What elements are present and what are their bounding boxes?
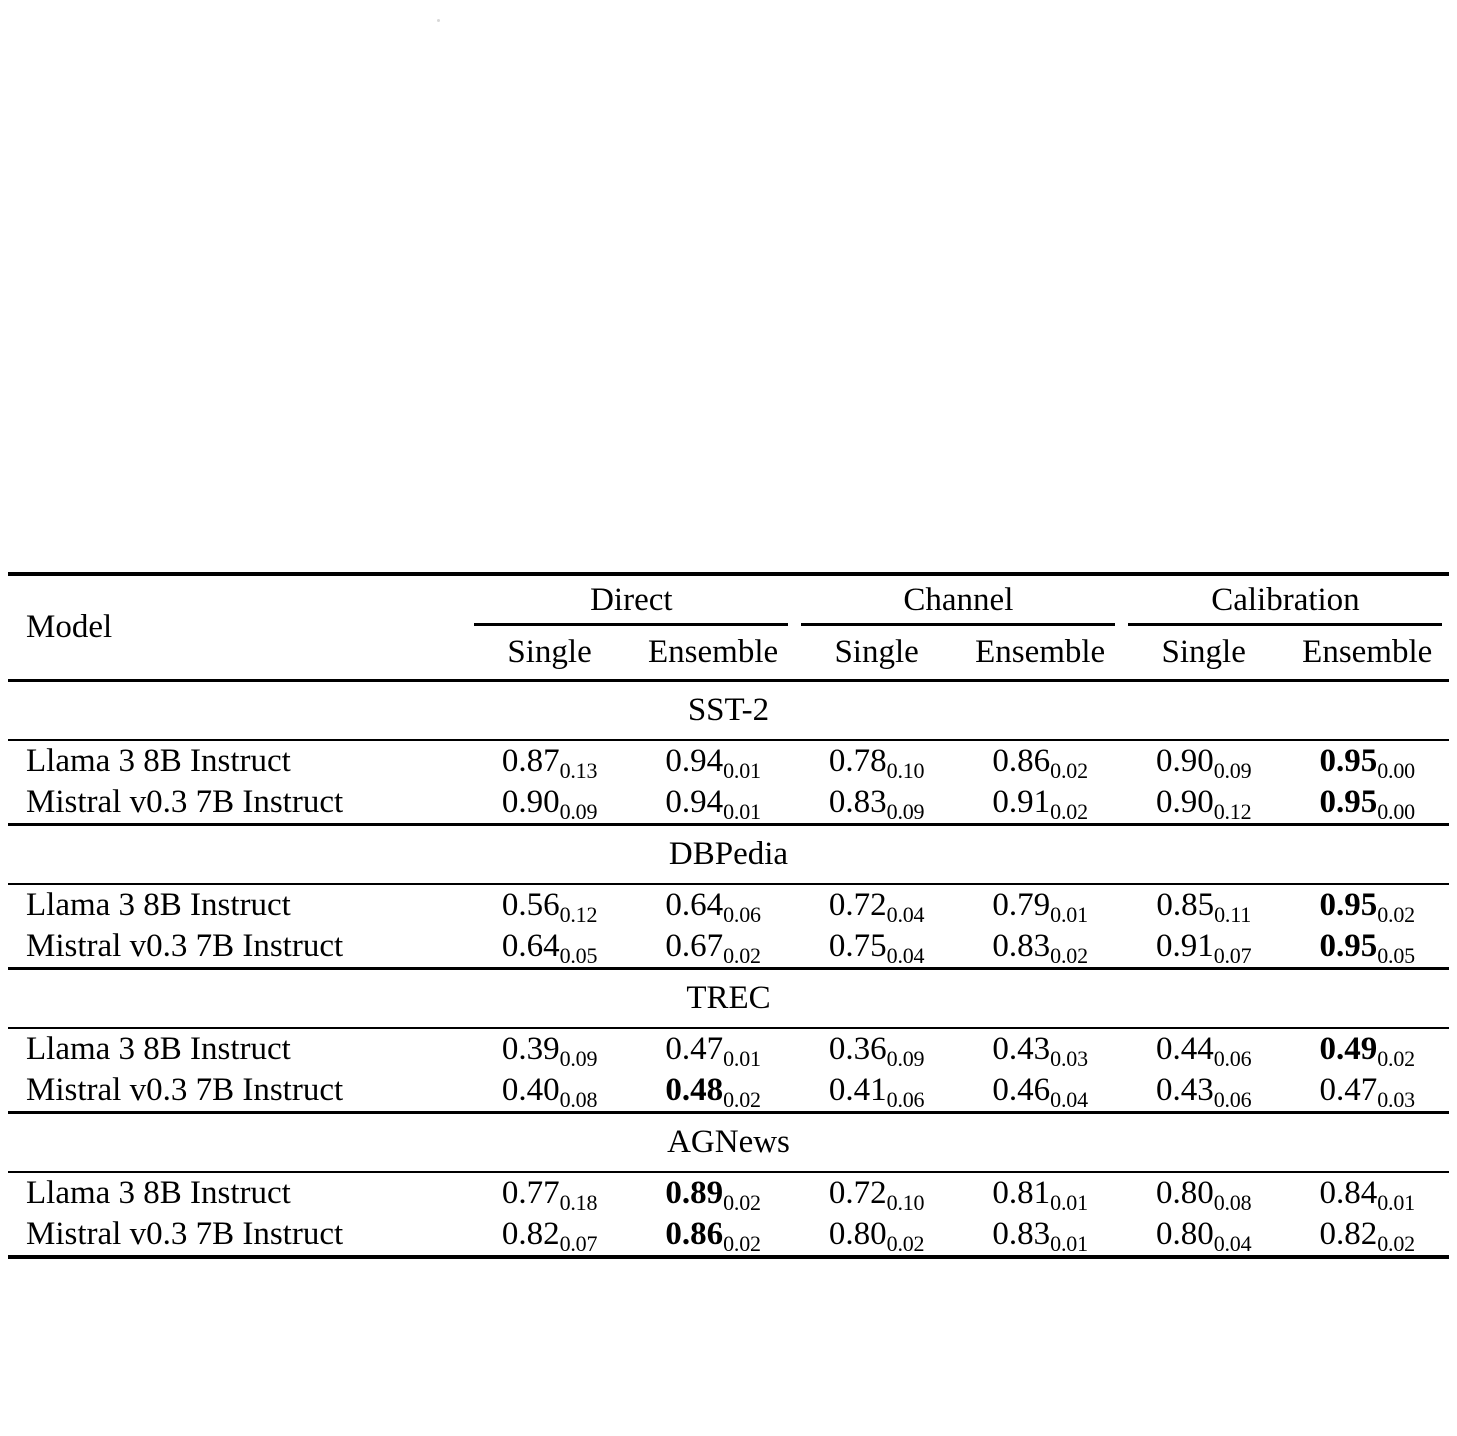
model-name-cell: Mistral v0.3 7B Instruct: [26, 928, 344, 964]
metric-value: 0.56: [501, 887, 560, 923]
table-row: [8, 926, 1449, 969]
metric-value: 0.94: [665, 743, 724, 779]
metric-value: 0.85: [1156, 887, 1215, 923]
column-header-calibration-ensemble: Ensemble: [1302, 634, 1433, 670]
metric-value: 0.49: [1319, 1031, 1378, 1067]
metric-value: 0.72: [828, 1175, 887, 1211]
metric-cell: [631, 782, 795, 825]
results-table-container: [8, 572, 1449, 1259]
metric-cell: [1122, 1029, 1286, 1070]
model-name-cell: Llama 3 8B Instruct: [26, 1175, 291, 1211]
metric-cell: [1122, 1214, 1286, 1257]
metric-value: 0.39: [501, 1031, 560, 1067]
metric-std: 0.02: [723, 943, 761, 968]
model-name-cell: Llama 3 8B Instruct: [26, 743, 291, 779]
section-title-row: [8, 970, 1449, 1028]
results-table: [8, 572, 1449, 1259]
stray-artifact-dot: [437, 19, 440, 22]
metric-std: 0.06: [1213, 1046, 1252, 1071]
metric-std: 0.03: [1377, 1087, 1415, 1112]
table-row: [8, 741, 1449, 782]
group-header-underline: [1128, 623, 1442, 626]
metric-value: 0.44: [1155, 1031, 1214, 1067]
metric-value: 0.91: [992, 784, 1051, 820]
metric-cell: [1285, 926, 1449, 969]
metric-cell: [795, 741, 959, 782]
metric-cell: [468, 782, 632, 825]
metric-std: 0.12: [1213, 799, 1252, 824]
metric-cell: [631, 885, 795, 926]
metric-value: 0.47: [665, 1031, 724, 1067]
metric-std: 0.04: [1213, 1231, 1252, 1256]
metric-std: 0.04: [886, 943, 925, 968]
column-header-channel-ensemble: Ensemble: [975, 634, 1106, 670]
metric-cell: [958, 885, 1122, 926]
metric-std: 0.09: [886, 1046, 925, 1071]
section-title-row: [8, 826, 1449, 884]
group-header-underline: [801, 623, 1115, 626]
metric-cell: [958, 926, 1122, 969]
group-header-label: Calibration: [1211, 582, 1360, 618]
metric-value: 0.90: [501, 784, 560, 820]
metric-std: 0.09: [559, 799, 598, 824]
metric-std: 0.06: [723, 902, 761, 927]
section-title-agnews: AGNews: [667, 1124, 790, 1160]
metric-cell: [1285, 741, 1449, 782]
metric-value: 0.82: [1319, 1216, 1378, 1252]
metric-cell: [468, 1173, 632, 1214]
metric-cell: [1122, 1070, 1286, 1113]
metric-cell: [795, 1173, 959, 1214]
metric-cell: [958, 741, 1122, 782]
metric-std: 0.13: [559, 758, 598, 783]
metric-value: 0.95: [1319, 743, 1378, 779]
metric-value: 0.43: [992, 1031, 1051, 1067]
metric-cell: [1285, 1173, 1449, 1214]
model-name-cell: Mistral v0.3 7B Instruct: [26, 1072, 344, 1108]
metric-std: 0.11: [1214, 902, 1251, 927]
metric-cell: [631, 1070, 795, 1113]
section-title-row: [8, 1114, 1449, 1172]
group-header-label: Direct: [590, 582, 673, 618]
metric-value: 0.94: [665, 784, 724, 820]
section-title-trec: TREC: [686, 980, 771, 1016]
group-header-underline: [474, 623, 788, 626]
metric-cell: [958, 1070, 1122, 1113]
metric-value: 0.90: [1155, 784, 1214, 820]
metric-std: 0.07: [1213, 943, 1252, 968]
column-header-channel-single: Single: [834, 634, 919, 670]
metric-value: 0.91: [1155, 928, 1214, 964]
metric-cell: [958, 1173, 1122, 1214]
metric-value: 0.67: [665, 928, 724, 964]
metric-std: 0.08: [1213, 1190, 1252, 1215]
metric-value: 0.78: [828, 743, 887, 779]
metric-cell: [468, 741, 632, 782]
metric-value: 0.86: [992, 743, 1051, 779]
metric-cell: [1122, 741, 1286, 782]
metric-value: 0.90: [1155, 743, 1214, 779]
metric-cell: [795, 782, 959, 825]
metric-value: 0.36: [828, 1031, 887, 1067]
metric-std: 0.02: [1377, 1231, 1415, 1256]
model-name-cell: Llama 3 8B Instruct: [26, 887, 291, 923]
metric-value: 0.41: [828, 1072, 887, 1108]
metric-value: 0.87: [501, 743, 560, 779]
metric-value: 0.79: [992, 887, 1051, 923]
metric-cell: [468, 1214, 632, 1257]
metric-value: 0.82: [501, 1216, 560, 1252]
metric-std: 0.05: [1377, 943, 1415, 968]
metric-cell: [1122, 885, 1286, 926]
metric-cell: [631, 926, 795, 969]
metric-value: 0.48: [665, 1072, 724, 1108]
metric-value: 0.80: [1155, 1175, 1214, 1211]
table-row: [8, 1173, 1449, 1214]
section-title-row: [8, 682, 1449, 740]
metric-std: 0.18: [559, 1190, 598, 1215]
metric-cell: [468, 1029, 632, 1070]
metric-std: 0.07: [559, 1231, 598, 1256]
metric-value: 0.95: [1319, 928, 1378, 964]
metric-cell: [631, 1173, 795, 1214]
metric-std: 0.02: [886, 1231, 925, 1256]
metric-cell: [631, 1214, 795, 1257]
column-header-direct-ensemble: Ensemble: [648, 634, 779, 670]
table-row: [8, 1214, 1449, 1257]
metric-cell: [1285, 1070, 1449, 1113]
metric-std: 0.02: [1377, 1046, 1415, 1071]
column-group-header-channel: [795, 576, 1122, 630]
metric-std: 0.01: [723, 1046, 761, 1071]
model-name-cell: Llama 3 8B Instruct: [26, 1031, 291, 1067]
metric-std: 0.02: [723, 1190, 761, 1215]
metric-std: 0.03: [1050, 1046, 1088, 1071]
metric-std: 0.08: [559, 1087, 598, 1112]
metric-cell: [1285, 1029, 1449, 1070]
metric-cell: [958, 1214, 1122, 1257]
model-name-cell: Mistral v0.3 7B Instruct: [26, 784, 344, 820]
metric-value: 0.80: [828, 1216, 887, 1252]
metric-cell: [958, 782, 1122, 825]
metric-value: 0.81: [992, 1175, 1051, 1211]
metric-cell: [631, 1029, 795, 1070]
metric-std: 0.04: [886, 902, 925, 927]
metric-cell: [795, 885, 959, 926]
table-row: [8, 1070, 1449, 1113]
metric-std: 0.02: [1050, 758, 1088, 783]
metric-std: 0.06: [1213, 1087, 1252, 1112]
metric-std: 0.09: [559, 1046, 598, 1071]
column-header-calibration-single: Single: [1161, 634, 1246, 670]
metric-std: 0.09: [1213, 758, 1252, 783]
metric-cell: [795, 1070, 959, 1113]
metric-std: 0.02: [1050, 799, 1088, 824]
metric-cell: [468, 926, 632, 969]
metric-std: 0.02: [723, 1231, 761, 1256]
metric-cell: [1285, 782, 1449, 825]
metric-std: 0.10: [886, 1190, 925, 1215]
metric-cell: [795, 1214, 959, 1257]
metric-value: 0.80: [1155, 1216, 1214, 1252]
metric-value: 0.83: [828, 784, 887, 820]
metric-value: 0.95: [1319, 887, 1378, 923]
metric-value: 0.86: [665, 1216, 724, 1252]
table-row: [8, 1029, 1449, 1070]
section-title-dbpedia: DBPedia: [668, 836, 789, 872]
metric-std: 0.01: [723, 799, 761, 824]
model-name-cell: Mistral v0.3 7B Instruct: [26, 1216, 344, 1252]
metric-std: 0.09: [886, 799, 925, 824]
metric-value: 0.64: [665, 887, 724, 923]
table-bottom-rule: [8, 1257, 1449, 1259]
group-header-row: [8, 576, 1449, 630]
horizontal-rule: [8, 1257, 1449, 1259]
metric-value: 0.64: [501, 928, 560, 964]
table-row: [8, 782, 1449, 825]
metric-std: 0.05: [559, 943, 598, 968]
metric-cell: [958, 1029, 1122, 1070]
metric-std: 0.02: [1377, 902, 1415, 927]
metric-std: 0.01: [1050, 1231, 1088, 1256]
metric-cell: [1285, 885, 1449, 926]
metric-cell: [1122, 782, 1286, 825]
metric-cell: [468, 885, 632, 926]
column-header-direct-single: Single: [507, 634, 592, 670]
metric-value: 0.47: [1319, 1072, 1378, 1108]
metric-value: 0.75: [828, 928, 887, 964]
section-title-sst-2: SST-2: [687, 692, 770, 728]
metric-cell: [1122, 926, 1286, 969]
metric-value: 0.83: [992, 928, 1051, 964]
metric-std: 0.10: [886, 758, 925, 783]
group-header-label: Channel: [903, 582, 1014, 618]
metric-cell: [1122, 1173, 1286, 1214]
metric-value: 0.46: [992, 1072, 1051, 1108]
metric-value: 0.83: [992, 1216, 1051, 1252]
metric-std: 0.12: [559, 902, 598, 927]
metric-value: 0.77: [501, 1175, 560, 1211]
column-group-header-calibration: [1122, 576, 1449, 630]
metric-cell: [795, 1029, 959, 1070]
metric-std: 0.02: [1050, 943, 1088, 968]
metric-std: 0.01: [1050, 902, 1088, 927]
results-table-body: [8, 574, 1449, 1259]
metric-cell: [1285, 1214, 1449, 1257]
metric-std: 0.04: [1050, 1087, 1088, 1112]
metric-value: 0.40: [501, 1072, 560, 1108]
metric-cell: [631, 741, 795, 782]
metric-std: 0.01: [1377, 1190, 1415, 1215]
column-header-model: Model: [26, 609, 113, 645]
metric-std: 0.02: [723, 1087, 761, 1112]
metric-std: 0.00: [1377, 758, 1415, 783]
metric-cell: [468, 1070, 632, 1113]
table-row: [8, 885, 1449, 926]
metric-value: 0.43: [1155, 1072, 1214, 1108]
metric-std: 0.06: [886, 1087, 925, 1112]
metric-value: 0.89: [665, 1175, 724, 1211]
metric-std: 0.00: [1377, 799, 1415, 824]
metric-value: 0.72: [828, 887, 887, 923]
column-group-header-direct: [468, 576, 795, 630]
metric-cell: [795, 926, 959, 969]
metric-value: 0.84: [1319, 1175, 1378, 1211]
metric-std: 0.01: [1050, 1190, 1088, 1215]
metric-std: 0.01: [723, 758, 761, 783]
metric-value: 0.95: [1319, 784, 1378, 820]
